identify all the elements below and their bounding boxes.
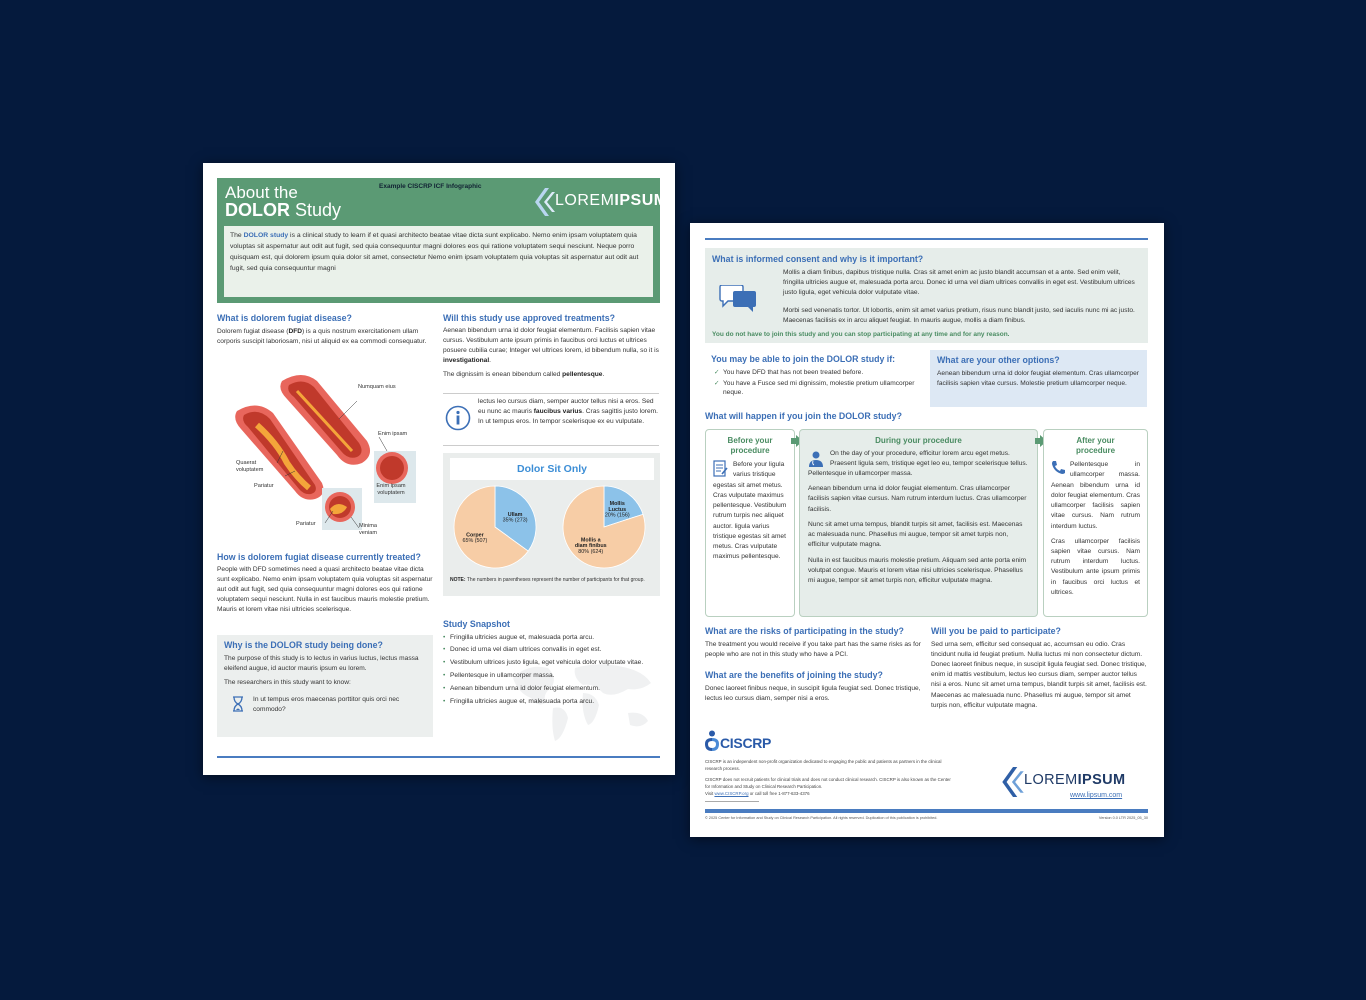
step-after-title: After your procedure xyxy=(1075,436,1116,455)
disease-heading: What is dolorem fugiat disease? xyxy=(217,313,352,323)
list-item: • Donec id urna vel diam ultrices convallis in eget est. xyxy=(443,645,659,654)
label-enim-ipsam: Enim ipsam xyxy=(378,431,408,437)
paid-text: Sed urna sem, efficitur sed consequat ac, accumsan eu odio. Cras tincidunt nulla id feugiat pretium. Nulla luctus mi non consectetur dictum. Donec laoreet finibus neque, in suscipit ligula feugiat sed. Donec tristique, enim id mattis vestibulum, lectus leo cursus diam, semper auctor tellus nisi a eros. Nunc sit amet urna tempus, blandit turpis sit amet, facilisis est. Maecenas ac malesuada nunc. Phasellus mi augue, tempor sit amet turpis non, efficitur vulputate magna. xyxy=(931,640,1147,709)
clipboard-icon xyxy=(713,460,728,477)
list-item: • Aenean bibendum urna id dolor feugiat elementum. xyxy=(443,684,659,693)
approved-text: Aenean bibendum urna id dolor feugiat elementum. Facilisis sapien vitae cursus. Vestibulum ante ipsum primis in faucibus orci luctus et ultrices posuere cubilia curae; Integer vel ultrices lorem, id bibendum nulla, so it is investigational. xyxy=(443,326,659,365)
hero-banner xyxy=(217,178,668,303)
pie-slice-value: 20% (156) xyxy=(604,512,630,519)
page1-footer-rule xyxy=(217,756,660,758)
consent-text-1: Mollis a diam finibus, dapibus tristique nulla. Cras sit amet enim ac justo blandit accumsan et a ante. Sed enim velit, fringilla ultricies augue et, malesuada porta arcu. Donec id urna vel diam ultrices convallis in eget est. Vestibulum ultrices justo ligula, eget vehicula dolor vulputate vitae. xyxy=(783,269,1135,297)
label-enim-ipsam-voluptatem: Enim ipsam voluptatem xyxy=(376,483,406,497)
infographic-tag: Example CISCRP ICF Infographic xyxy=(379,183,482,190)
intro-box xyxy=(224,226,653,297)
step-after-p2: Cras ullamcorper facilisis sapien vitae cursus. Nam rutrum interdum luctus. Vestibulum ante ipsum primis in faucibus orci luctus et ultrices. xyxy=(1051,537,1140,596)
pie-slice-label: diam finibus xyxy=(574,543,607,550)
step-before-title: Before your procedure xyxy=(727,436,773,455)
logo-text-bold: IPSUM xyxy=(1077,772,1126,788)
info-icon xyxy=(445,405,471,431)
benefits-section xyxy=(705,670,923,704)
risks-heading: What are the risks of participating in the study? xyxy=(705,626,904,636)
page2-footer-rule xyxy=(705,809,1148,813)
eligibility-heading: You may be able to join the DOLOR study if: xyxy=(711,354,896,364)
consent-box xyxy=(705,248,1148,343)
study-link[interactable]: DOLOR study xyxy=(243,232,289,239)
snapshot-list xyxy=(443,633,659,706)
list-item: • Fringilla ultricies augue et, malesuada porta arcu. xyxy=(443,697,659,706)
step-during xyxy=(799,429,1038,617)
version-text: Version 0.0 LTR 2025_05_30 xyxy=(1098,816,1148,820)
ciscrp-visit: Visit www.CISCRP.org or call toll free 1-877-633-4376 xyxy=(705,791,810,796)
step-during-p3: Nulla in est faucibus mauris molestie pretium. Aliquam sed ante porta enim volutpat congue. Mauris et lorem vitae nisi ultricies scelerisque. Phasellus mi augue, tempor sit amet turpis non, efficitur vulputate magna. xyxy=(808,556,1027,584)
ciscrp-logo-icon xyxy=(705,730,719,752)
phone-icon xyxy=(1051,460,1066,475)
eligibility-list xyxy=(714,368,921,398)
snapshot-heading: Study Snapshot xyxy=(443,619,510,629)
research-question: In ut tempus eros maecenas porttitor quis orci nec commodo? xyxy=(253,696,400,714)
snapshot-section xyxy=(443,619,659,709)
info-text: lectus leo cursus diam, semper auctor tellus nisi a eros. Sed eu nunc ac mauris faucibus varius. Cras sagittis justo lorem. In ut tempus eros. In tempor scelerisque ex eu vulputate. xyxy=(478,398,658,426)
step-after xyxy=(1043,429,1148,617)
label-pariatur-1: Pariatur xyxy=(254,483,274,489)
pie-charts xyxy=(443,483,660,573)
benefits-heading: What are the benefits of joining the study? xyxy=(705,670,883,680)
doctor-icon xyxy=(808,450,824,467)
why-box xyxy=(217,635,433,737)
step-after-p1: Pellentesque in ullamcorper massa. Aenean bibendum urna id dolor feugiat elementum. Cras ullamcorper facilisis sapien vitae cursus. Nam rutrum interdum luctus. xyxy=(1051,461,1140,530)
pie-slice-label: Luctus xyxy=(608,506,627,513)
hourglass-icon xyxy=(232,696,244,712)
step-during-p2: Nunc sit amet urna tempus, blandit turpis sit amet, facilisis est. Maecenas ac malesuada nunc. Phasellus mi augue, tempor sit amet turpis non, efficitur vulputate magna. xyxy=(808,520,1023,549)
options-box xyxy=(930,350,1147,407)
intro-text: The DOLOR study is a clinical study to learn if et quasi architecto beatae vitae dicta sunt explicabo. Nemo enim ipsam voluptatem quia voluptas sit aspernatur aut odit aut fugit, sed quia consequuntur magni dolores eos qui ratione voluptatem sequi nesciunt. Neque porro quisquam est, qui dolorem ipsum quia dolor sit amet, consectetur Nemo enim ipsam voluptatem quia voluptas sit aspernatur aut odit aut fugit, sed quia consequuntur magni xyxy=(230,232,639,272)
page2-top-rule xyxy=(705,238,1148,240)
logo-mark-icon xyxy=(535,188,555,216)
label-minima-veniam: Minima veniam xyxy=(358,523,378,537)
logo-text-bold: IPSUM xyxy=(614,192,668,209)
consent-heading: What is informed consent and why is it important? xyxy=(712,254,924,264)
infographic-page-1 xyxy=(203,163,675,775)
list-item: • Fringilla ultricies augue et, malesuada porta arcu. xyxy=(443,633,659,642)
hero-title-line2: DOLOR Study xyxy=(225,200,342,220)
chart-title: Dolor Sit Only xyxy=(450,458,654,480)
label-pariatur-2: Pariatur xyxy=(296,521,316,527)
label-quaerat: Quaerat voluptatem xyxy=(236,460,264,474)
eligibility-section xyxy=(711,354,921,399)
pie-chart-panel xyxy=(443,453,660,596)
paid-heading: Will you be paid to participate? xyxy=(931,626,1061,636)
why-text: The purpose of this study is to lectus in varius luctus, lectus massa eleifend augue, id auctor mauris ipsum eu lorem. xyxy=(224,654,419,672)
risks-section xyxy=(705,626,923,660)
label-numquam: Numquam eius xyxy=(358,384,396,390)
step-during-p1: Aenean bibendum urna id dolor feugiat elementum. Cras ullamcorper facilisis sapien vitae cursus. Nam rutrum interdum luctus. Cras ullamcorper facilisis. xyxy=(808,485,1027,513)
ciscrp-site-link[interactable]: www.CISCRP.org xyxy=(714,791,749,796)
logo-text-light: LOREM xyxy=(1024,772,1078,788)
list-item: ✓ You have DFD that has not been treated before. xyxy=(714,368,921,378)
why-text-2: The researchers in this study want to know: xyxy=(224,678,351,686)
ciscrp-desc-2: CISCRP does not recruit patients for clinical trials and does not conduct clinical research. CISCRP is also known as the Center for Information and Study on Clinical Research Participation. xyxy=(705,777,951,789)
pie-note: NOTE: The numbers in parentheses represent the number of participants for that group. xyxy=(450,577,645,583)
pie-slice-label: Corper xyxy=(466,532,484,539)
approved-text-2: The dignissim is enean bibendum called pellentesque. xyxy=(443,371,605,379)
consent-note: You do not have to join this study and you can stop participating at any time and for any reason. xyxy=(712,331,1010,338)
list-item: • Vestibulum ultrices justo ligula, eget vehicula dolor vulputate vitae. xyxy=(443,658,659,667)
step-during-title: During your procedure xyxy=(875,436,962,445)
options-heading: What are your other options? xyxy=(937,355,1060,365)
treated-text: People with DFD sometimes need a quasi architecto beatae vitae dicta sunt explicabo. Nemo enim ipsam voluptatem quia voluptas sit aspernatur aut odit aut fugit, sed quia consequuntur magni dolores eos qui ratione voluptatem sequi nesciunt. Nulla in est faucibus mauris molestie pretium. Mauris et lorem vitae nisi ultricies scelerisque. xyxy=(217,565,433,614)
consent-text-2: Morbi sed venenatis tortor. Ut lobortis, enim sit amet varius pretium, risus nunc blandit justo, sed iaculis nunc mi ac justo. Maecenas facilisis ex in arcu aliquet feugiat. In mauris augue, mollis a diam finibus. xyxy=(783,307,1135,325)
hero-title-line1: About the xyxy=(225,183,298,202)
why-heading: Why is the DOLOR study being done? xyxy=(224,640,383,650)
chat-bubbles-icon xyxy=(719,285,757,313)
info-callout xyxy=(443,397,659,428)
step-before xyxy=(705,429,795,617)
step-during-lead: On the day of your procedure, efficitur lorem arcu eget metus. Praesent ligula sem, tristique eget leo eu, tempor scelerisque tellus. Pellentesque in ullamcorper massa. xyxy=(808,449,1028,478)
approved-section xyxy=(443,313,659,381)
paid-section xyxy=(931,626,1148,711)
approved-heading: Will this study use approved treatments? xyxy=(443,313,615,323)
pie-slice-value: 35% (273) xyxy=(502,517,528,524)
risks-text: The treatment you would receive if you take part has the same risks as for people who are not in this study who have a PCI. xyxy=(705,640,921,658)
options-text: Aenean bibendum urna id dolor feugiat elementum. Cras ullamcorper facilisis sapien vitae cursus. Molestie pretium ullamcorper neque. xyxy=(937,369,1139,387)
pie-slice-value: 65% (507) xyxy=(462,538,488,545)
benefits-text: Donec laoreet finibus neque, in suscipit ligula feugiat sed. Donec tristique, lectus leo cursus diam, semper nisi a eros. xyxy=(705,684,921,702)
disease-section xyxy=(217,313,433,347)
happen-heading: What will happen if you join the DOLOR study? xyxy=(705,411,902,421)
pie-slice-label: Ullam xyxy=(507,511,523,518)
list-item: • Pellentesque in ullamcorper massa. xyxy=(443,671,659,680)
logo-text-light: LOREM xyxy=(555,192,615,209)
ciscrp-desc-1: CISCRP is an independent non-profit organization dedicated to engaging the public and patients as partners in the clinical research process. xyxy=(705,759,942,771)
pie-slice-label: Mollis xyxy=(609,501,625,508)
step-before-text: Before your ligula varius tristique egestas sit amet metus. Cras vulputate maximus pellentesque. Vestibulum rutrum turpis nec aliquet auctor. ligula varius tristique egestas sit amet metus. Cras vulputate maximus pellentesque. xyxy=(713,461,787,561)
logo-mark-icon xyxy=(1002,767,1024,797)
ciscrp-logo-text: CISCRP xyxy=(720,735,772,751)
lipsum-site-link[interactable]: www.lipsum.com xyxy=(1070,792,1123,799)
list-item: ✓ You have a Fusce sed mi dignissim, molestie pretium ullamcorper neque. xyxy=(714,379,921,398)
infographic-page-2 xyxy=(690,223,1164,837)
pie-slice-label: Mollis a xyxy=(580,537,601,544)
copyright-text: © 2025 Center for Information and Study on Clinical Research Participation. All rights reserved. Duplication of this publication is prohibited. xyxy=(705,816,938,820)
disease-text: Dolorem fugiat disease (DFD) is a quis nostrum exercitationem ullam corporis suscipit laboriosam, nisi ut aliquid ex ea commodi consequatur. xyxy=(217,327,427,345)
treated-section xyxy=(217,552,433,616)
loremipsum-logo xyxy=(535,186,668,218)
pie-slice-value: 80% (624) xyxy=(578,548,604,555)
treated-heading: How is dolorem fugiat disease currently treated? xyxy=(217,552,421,562)
